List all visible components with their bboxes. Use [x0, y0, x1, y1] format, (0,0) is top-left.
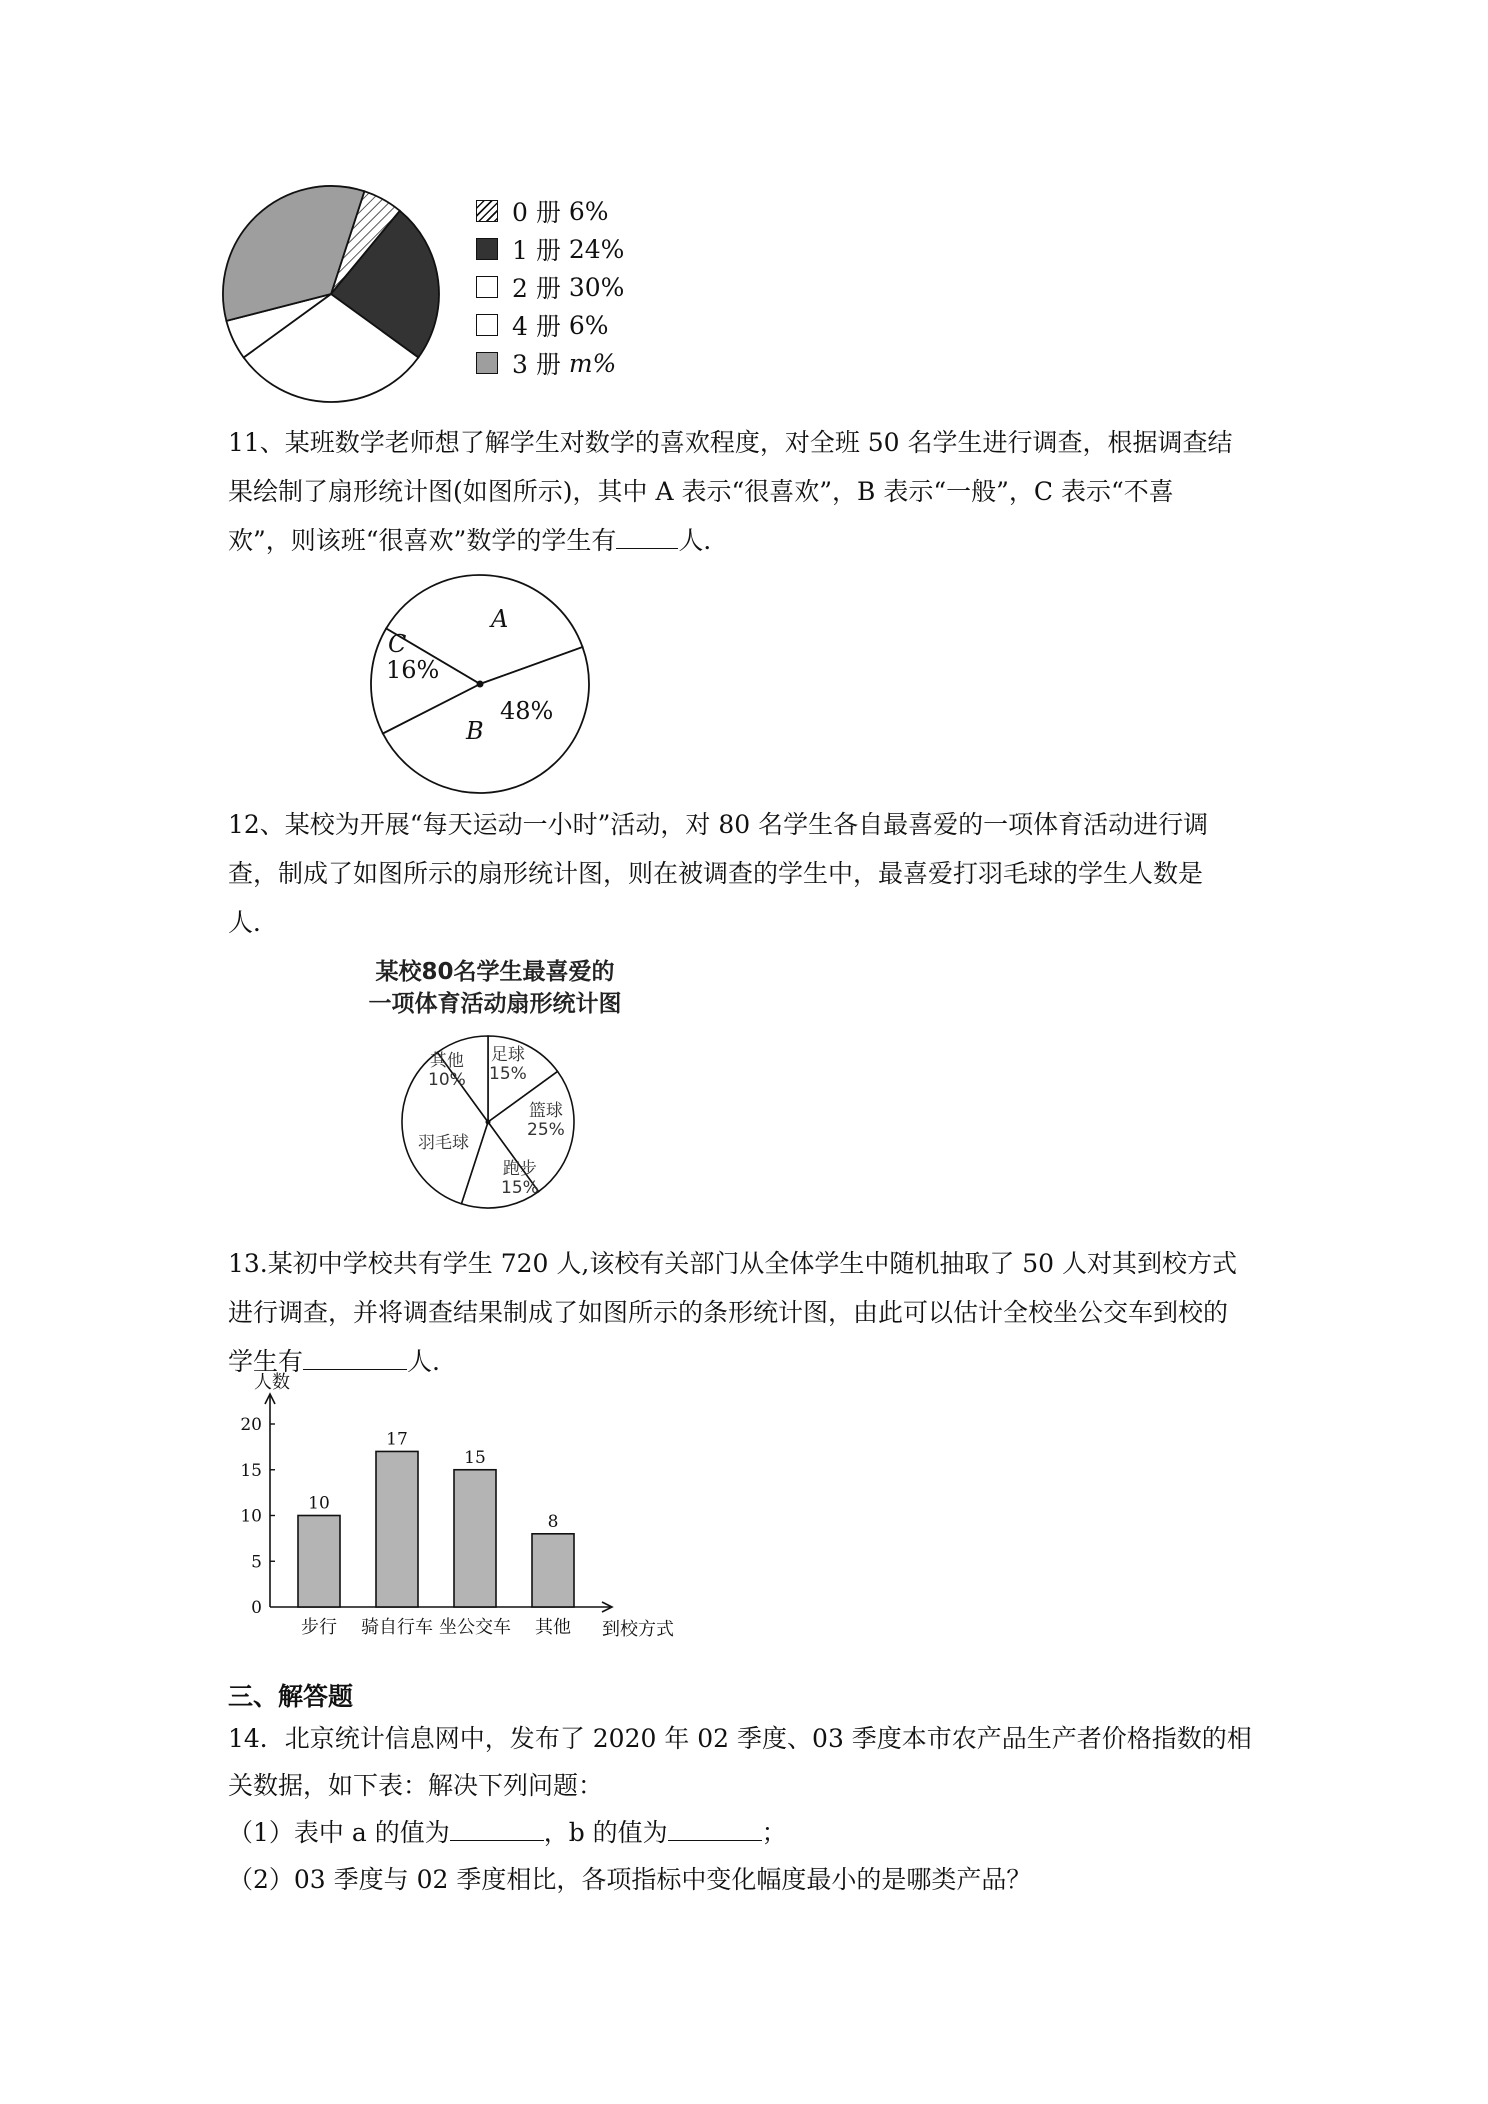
question-14-sub-1-text-c: ；	[761, 1818, 787, 1847]
pie2-label-a: A	[491, 605, 509, 633]
question-13-line-3	[228, 1337, 1278, 1386]
pie2-value-c: 16%	[386, 656, 440, 684]
legend-label: 1 册	[512, 236, 561, 265]
question-13-line-1: 13.某初中学校共有学生 720 人,该校有关部门从全体学生中随机抽取了 50 人对其到校方式	[228, 1249, 1238, 1278]
books-pie-chart	[220, 183, 450, 408]
legend-swatch-dark	[476, 238, 498, 260]
pie3-value: 15%	[489, 1064, 527, 1084]
legend-value: 6%	[568, 310, 609, 340]
abc-pie-chart	[368, 572, 592, 796]
question-14	[228, 1715, 1278, 1903]
pie2-value-b: 48%	[500, 697, 554, 725]
legend-swatch-hatched	[476, 200, 498, 222]
question-12-line-2: 查，制成了如图所示的扇形统计图，则在被调查的学生中，最喜爱打羽毛球的学生人数是	[228, 859, 1204, 888]
question-14-sub-1-text-a: （1）表中 a 的值为	[228, 1818, 450, 1847]
legend-item-0	[476, 196, 608, 226]
question-11-line-3	[228, 516, 1278, 565]
question-13-text-b: 人.	[407, 1347, 440, 1376]
y-tick-label: 10	[240, 1506, 262, 1527]
pie3-label-badminton	[418, 1134, 469, 1153]
pie3-center-dot	[486, 1120, 491, 1125]
pie3-label: 足球	[490, 1045, 525, 1065]
x-tick-label: 步行	[301, 1617, 337, 1638]
answer-blank[interactable]	[303, 1347, 407, 1370]
question-12	[228, 800, 1278, 947]
bar-value-label: 10	[308, 1493, 330, 1514]
pie3-label-running	[501, 1160, 539, 1198]
question-11-text-b: 人．	[678, 526, 729, 555]
question-13-line-2: 进行调查，并将调查结果制成了如图所示的条形统计图，由此可以估计全校坐公交车到校的	[228, 1298, 1229, 1327]
legend-swatch-white	[476, 314, 498, 336]
legend-item-1	[476, 234, 624, 264]
x-axis-label: 到校方式	[602, 1619, 674, 1640]
bar	[298, 1516, 340, 1608]
question-11-line-2: 果绘制了扇形统计图(如图所示)，其中 A 表示“很喜欢”，B 表示“一般”，C 表示“不喜	[228, 477, 1174, 506]
bar-value-label: 8	[547, 1511, 559, 1532]
sports-chart-title-line-2: 一项体育活动扇形统计图	[368, 991, 622, 1017]
y-tick-label: 5	[251, 1552, 262, 1573]
legend-label: 3 册	[512, 350, 561, 379]
x-tick-label: 骑自行车	[361, 1617, 433, 1638]
legend-label: 4 册	[512, 312, 561, 341]
bar	[532, 1534, 574, 1607]
question-14-line-2: 关数据，如下表：解决下列问题：	[228, 1771, 604, 1800]
pie3-label: 其他	[429, 1051, 464, 1071]
pie2-label-c: C	[388, 630, 407, 658]
question-12-line-1: 12、某校为开展“每天运动一小时”活动，对 80 名学生各自最喜爱的一项体育活动进行调	[228, 810, 1209, 839]
legend-value: 6%	[568, 196, 609, 226]
legend-item-2	[476, 272, 624, 302]
question-12-line-3: 人．	[228, 908, 279, 937]
pie3-value: 10%	[428, 1070, 466, 1090]
answer-blank-b[interactable]	[668, 1818, 762, 1841]
legend-value: 30%	[568, 272, 625, 302]
legend-item-3	[476, 310, 608, 340]
pie3-label-other	[428, 1052, 466, 1090]
pie2-center-dot	[477, 681, 484, 688]
pie3-label: 跑步	[502, 1159, 537, 1179]
question-14-sub-1-text-b: ，b 的值为	[543, 1818, 668, 1847]
x-tick-label: 其他	[535, 1617, 571, 1638]
pie3-label-basketball	[527, 1102, 565, 1140]
pie2-label-b: B	[466, 717, 484, 745]
y-tick-label: 0	[251, 1598, 262, 1618]
x-tick-label: 坐公交车	[439, 1617, 511, 1638]
legend-value: 24%	[568, 234, 625, 264]
y-tick-label: 20	[240, 1415, 262, 1435]
question-13-text-a: 学生有	[228, 1347, 304, 1376]
legend-label: 0 册	[512, 198, 561, 227]
question-11	[228, 418, 1278, 565]
pie3-label: 羽毛球	[418, 1133, 469, 1153]
pie2-slices	[371, 575, 589, 793]
sports-chart-title-line-1: 某校80名学生最喜爱的	[375, 959, 615, 985]
bar-value-label: 17	[386, 1429, 408, 1450]
question-11-text-a: 欢”，则该班“很喜欢”数学的学生有	[228, 526, 617, 555]
bar	[454, 1470, 496, 1607]
question-14-line-1: 14．北京统计信息网中，发布了 2020 年 02 季度、03 季度本市农产品生产者价格指数的相	[228, 1724, 1252, 1753]
question-14-sub-2: （2）03 季度与 02 季度相比，各项指标中变化幅度最小的是哪类产品？	[228, 1865, 1032, 1894]
legend-value: m%	[568, 348, 617, 378]
y-axis-label: 人数	[254, 1372, 290, 1393]
commute-bar-chart	[220, 1372, 680, 1660]
y-tick-label: 15	[240, 1460, 262, 1481]
sports-chart-title	[330, 956, 660, 1020]
bar	[376, 1451, 418, 1607]
legend-swatch-white	[476, 276, 498, 298]
legend-item-4	[476, 348, 616, 378]
section-3-title: 三、解答题	[228, 1682, 354, 1711]
question-11-line-1: 11、某班数学老师想了解学生对数学的喜欢程度，对全班 50 名学生进行调查，根据调查结	[228, 428, 1233, 457]
question-13	[228, 1239, 1278, 1386]
answer-blank[interactable]	[616, 526, 678, 549]
legend-swatch-gray	[476, 352, 498, 374]
pie1-slices	[223, 186, 439, 402]
pie3-label: 篮球	[528, 1101, 563, 1121]
pie3-value: 25%	[527, 1120, 565, 1140]
answer-blank-a[interactable]	[450, 1818, 544, 1841]
pie3-value: 15%	[501, 1178, 539, 1198]
legend-label: 2 册	[512, 274, 561, 303]
bar-value-label: 15	[464, 1447, 486, 1468]
question-14-sub-1	[228, 1809, 1278, 1856]
pie3-label-football	[489, 1046, 527, 1084]
